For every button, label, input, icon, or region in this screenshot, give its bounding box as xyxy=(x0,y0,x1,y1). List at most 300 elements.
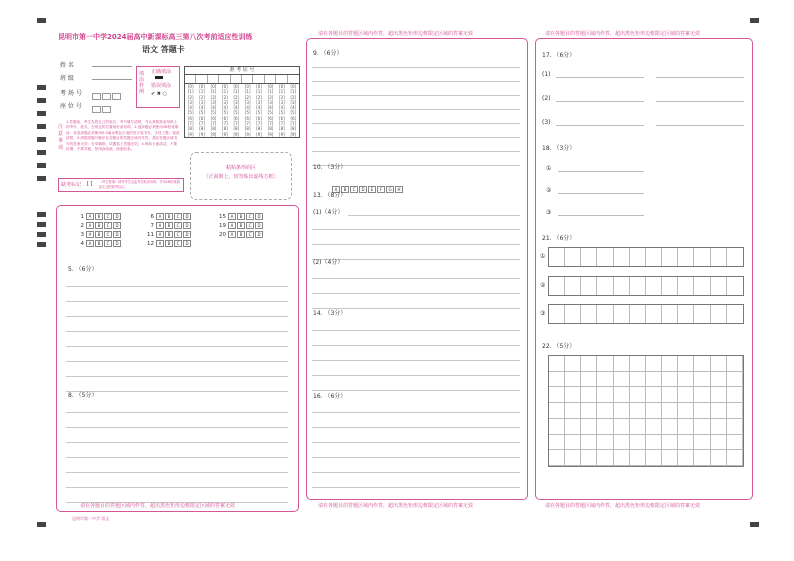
exam-id-digit[interactable]: [3] xyxy=(187,99,194,105)
exam-id-digit[interactable]: [9] xyxy=(290,131,297,137)
q22-grid-cell[interactable] xyxy=(711,450,727,466)
q17-line[interactable] xyxy=(556,125,644,126)
exam-id-digit[interactable]: [4] xyxy=(233,105,240,111)
exam-id-digit[interactable]: [2] xyxy=(199,94,205,100)
exam-id-digit[interactable]: [6] xyxy=(187,115,194,121)
exam-id-digit[interactable]: [3] xyxy=(222,99,228,105)
mc-option-bubble[interactable]: C xyxy=(104,240,112,247)
q22-grid-cell[interactable] xyxy=(662,356,678,372)
exam-id-digit[interactable]: [7] xyxy=(290,121,297,127)
exam-id-digit[interactable]: [3] xyxy=(290,99,297,105)
exam-id-digit[interactable]: [9] xyxy=(279,131,285,137)
exam-id-digit[interactable]: [4] xyxy=(256,105,262,111)
mc-question-row[interactable] xyxy=(74,213,122,220)
exam-id-digit[interactable]: [0] xyxy=(210,84,217,89)
q22-grid-cell[interactable] xyxy=(678,356,694,372)
mc-option-bubble[interactable]: A xyxy=(86,222,94,229)
mc-option-bubble[interactable]: C xyxy=(246,222,254,229)
exam-id-digit[interactable]: [8] xyxy=(290,126,297,132)
exam-id-digit[interactable]: [1] xyxy=(187,89,194,95)
q22-grid-cell[interactable] xyxy=(597,356,613,372)
exam-id-digit[interactable]: [5] xyxy=(210,110,217,116)
q14-answer-lines[interactable] xyxy=(312,316,520,391)
q10-option-bubble[interactable]: A xyxy=(332,186,340,193)
q22-grid-cell[interactable] xyxy=(678,435,694,451)
q21-part3: ③ xyxy=(540,310,546,317)
q22-writing-grid[interactable] xyxy=(548,355,744,467)
q22-grid-cell[interactable] xyxy=(565,387,581,403)
mc-question-row[interactable] xyxy=(74,222,122,229)
q13-1-answer-lines[interactable] xyxy=(312,215,520,260)
exam-id-digit[interactable]: [9] xyxy=(187,131,194,137)
exam-id-digit[interactable]: [0] xyxy=(267,84,274,89)
q22-grid-cell[interactable] xyxy=(711,435,727,451)
q5-answer-lines[interactable] xyxy=(66,272,288,392)
exam-id-digit[interactable]: [1] xyxy=(290,89,297,95)
q22-grid-cell[interactable] xyxy=(630,372,646,388)
q22-grid-cell[interactable] xyxy=(711,387,727,403)
q22-grid-cell[interactable] xyxy=(614,387,630,403)
q22-grid-cell[interactable] xyxy=(549,419,565,435)
exam-id-digit[interactable]: [4] xyxy=(244,105,251,111)
exam-id-digit[interactable]: [4] xyxy=(290,105,297,111)
mc-option-bubble[interactable]: A xyxy=(156,231,164,238)
mc-option-bubble[interactable]: D xyxy=(183,240,191,247)
q22-grid-cell[interactable] xyxy=(614,450,630,466)
q22-grid-cell[interactable] xyxy=(597,403,613,419)
mc-option-bubble[interactable]: A xyxy=(86,240,94,247)
exam-id-digit[interactable]: [8] xyxy=(267,126,274,132)
q22-grid-cell[interactable] xyxy=(549,372,565,388)
mc-option-bubble[interactable]: D xyxy=(255,222,263,229)
q22-grid-cell[interactable] xyxy=(727,387,743,403)
exam-id-digit[interactable]: [6] xyxy=(233,115,240,121)
q22-grid-cell[interactable] xyxy=(646,419,662,435)
mc-option-bubble[interactable]: D xyxy=(183,231,191,238)
exam-id-digit[interactable]: [7] xyxy=(199,121,205,127)
q21-grid-row[interactable] xyxy=(548,304,744,324)
exam-id-digit[interactable]: [2] xyxy=(210,94,217,100)
exam-id-digit[interactable]: [2] xyxy=(233,94,240,100)
q22-grid-cell[interactable] xyxy=(597,387,613,403)
mc-option-bubble[interactable]: D xyxy=(183,222,191,229)
exam-id-digit[interactable]: [5] xyxy=(199,110,205,116)
q22-grid-cell[interactable] xyxy=(565,435,581,451)
exam-id-digit[interactable]: [1] xyxy=(279,89,285,95)
q22-grid-cell[interactable] xyxy=(549,403,565,419)
mc-option-bubble[interactable]: D xyxy=(183,213,191,220)
q22-grid-cell[interactable] xyxy=(662,419,678,435)
q22-grid-cell[interactable] xyxy=(549,435,565,451)
q17-line[interactable] xyxy=(656,101,744,102)
mc-option-bubble[interactable]: A xyxy=(156,222,164,229)
q22-grid-cell[interactable] xyxy=(727,435,743,451)
warning-middle-top: 请在各题目的答题区域内作答，超出黑色矩形边框限定区域的答案无效 xyxy=(318,31,474,37)
q22-grid-cell[interactable] xyxy=(678,419,694,435)
exam-id-title: 准 考 证 号 xyxy=(185,67,299,75)
timing-mark xyxy=(37,98,46,103)
mc-option-bubble[interactable]: B xyxy=(165,213,173,220)
exam-id-digit[interactable]: [7] xyxy=(210,121,217,127)
mc-question-row[interactable] xyxy=(144,231,192,238)
exam-id-digit[interactable]: [9] xyxy=(256,131,262,137)
exam-id-digit[interactable]: [1] xyxy=(244,89,251,95)
q10-option-bubble[interactable]: B xyxy=(341,186,349,193)
q22-grid-cell[interactable] xyxy=(727,356,743,372)
mc-option-bubble[interactable]: C xyxy=(104,222,112,229)
mc-option-bubble[interactable]: D xyxy=(113,222,121,229)
q22-grid-cell[interactable] xyxy=(630,387,646,403)
q17-line[interactable] xyxy=(656,77,744,78)
mc-option-bubble[interactable]: B xyxy=(237,222,245,229)
exam-id-digit[interactable]: [2] xyxy=(187,94,194,100)
exam-id-digit[interactable]: [2] xyxy=(222,94,228,100)
exam-id-digit[interactable]: [7] xyxy=(233,121,240,127)
q22-grid-cell[interactable] xyxy=(662,372,678,388)
exam-id-digit[interactable]: [6] xyxy=(256,115,262,121)
footer: 昆明市第一中学 语文 xyxy=(72,516,110,521)
q22-grid-cell[interactable] xyxy=(630,450,646,466)
q18-line[interactable] xyxy=(558,171,644,172)
mc-option-bubble[interactable]: C xyxy=(246,231,254,238)
name-field[interactable] xyxy=(92,66,132,67)
exam-id-digit[interactable]: [8] xyxy=(210,126,217,132)
mc-option-bubble[interactable]: B xyxy=(237,231,245,238)
q22-grid-cell[interactable] xyxy=(727,450,743,466)
mc-option-bubble[interactable]: A xyxy=(156,213,164,220)
exam-id-digit[interactable]: [0] xyxy=(187,84,194,89)
q22-grid-cell[interactable] xyxy=(662,387,678,403)
exam-id-digit[interactable]: [0] xyxy=(222,84,228,89)
exam-id-digit[interactable]: [4] xyxy=(222,105,228,111)
exam-id-digit[interactable]: [9] xyxy=(199,131,205,137)
q22-grid-cell[interactable] xyxy=(694,419,710,435)
q9-answer-lines[interactable] xyxy=(312,54,520,166)
absent-bubble[interactable]: [ ] xyxy=(87,181,93,187)
q16-answer-lines[interactable] xyxy=(312,398,520,488)
class-field[interactable] xyxy=(92,79,132,80)
q10-option-bubble[interactable]: C xyxy=(350,186,358,193)
q22-grid-cell[interactable] xyxy=(694,372,710,388)
fill-example-box xyxy=(136,66,180,108)
exam-id-digit[interactable]: [6] xyxy=(279,115,285,121)
exam-id-digit[interactable]: [4] xyxy=(199,105,205,111)
exam-id-digit[interactable]: [4] xyxy=(267,105,274,111)
absent-text: （考生禁填）缺考考生由监考员贴条形码，并用2B铅笔填涂左边的缺考标记。 xyxy=(99,180,180,189)
exam-id-digit[interactable]: [7] xyxy=(187,121,194,127)
seat-boxes[interactable] xyxy=(92,99,112,118)
q22-grid-cell[interactable] xyxy=(614,356,630,372)
q17-line[interactable] xyxy=(556,77,644,78)
q22-grid-cell[interactable] xyxy=(549,356,565,372)
exam-id-digit[interactable]: [0] xyxy=(256,84,262,89)
exam-id-digit[interactable]: [9] xyxy=(233,131,240,137)
q22-grid-cell[interactable] xyxy=(727,372,743,388)
exam-id-digit[interactable]: [8] xyxy=(187,126,194,132)
exam-id-digit[interactable]: [2] xyxy=(256,94,262,100)
exam-id-digit[interactable]: [1] xyxy=(222,89,228,95)
q22-grid-cell[interactable] xyxy=(646,450,662,466)
q10-option-bubble[interactable]: D xyxy=(359,186,367,193)
exam-id-digit[interactable]: [5] xyxy=(233,110,240,116)
timing-mark xyxy=(37,150,46,155)
mc-question-number: 15 xyxy=(219,214,226,220)
mc-option-bubble[interactable]: C xyxy=(246,213,254,220)
mc-option-bubble[interactable]: B xyxy=(95,240,103,247)
exam-id-digit[interactable]: [0] xyxy=(290,84,297,89)
mc-option-bubble[interactable]: A xyxy=(156,240,164,247)
exam-id-digit[interactable]: [7] xyxy=(279,121,285,127)
mc-option-bubble[interactable]: B xyxy=(95,213,103,220)
q22-grid-cell[interactable] xyxy=(581,403,597,419)
mc-option-bubble[interactable]: D xyxy=(255,231,263,238)
q21-part2: ② xyxy=(540,282,546,289)
mc-question-row[interactable] xyxy=(216,213,264,220)
exam-id-digit[interactable]: [3] xyxy=(244,99,251,105)
exam-id-digit[interactable]: [6] xyxy=(199,115,205,121)
q22-grid-cell[interactable] xyxy=(646,403,662,419)
exam-id-digit[interactable]: [5] xyxy=(290,110,297,116)
mc-option-bubble[interactable]: B xyxy=(165,240,173,247)
q22-grid-cell[interactable] xyxy=(711,403,727,419)
q22-grid-cell[interactable] xyxy=(646,387,662,403)
exam-id-digit[interactable]: [3] xyxy=(233,99,240,105)
exam-id-digit[interactable]: [9] xyxy=(267,131,274,137)
q22-grid-cell[interactable] xyxy=(581,435,597,451)
warning-middle-bottom: 请在各题目的答题区域内作答，超出黑色矩形边框限定区域的答案无效 xyxy=(318,503,474,509)
timing-mark xyxy=(37,124,46,129)
q22-grid-cell[interactable] xyxy=(581,356,597,372)
exam-id-digit[interactable]: [1] xyxy=(210,89,217,95)
q22-grid-cell[interactable] xyxy=(581,419,597,435)
mc-option-bubble[interactable]: D xyxy=(255,213,263,220)
mc-option-bubble[interactable]: B xyxy=(95,231,103,238)
q18-line[interactable] xyxy=(558,193,644,194)
exam-id-digit[interactable]: [6] xyxy=(244,115,251,121)
q10-option-bubble[interactable]: H xyxy=(395,186,403,193)
exam-id-digit[interactable]: [9] xyxy=(210,131,217,137)
school-title: 昆明市第一中学2024届高中新课标高三第八次考前适应性训练 xyxy=(58,33,253,41)
exam-id-digit[interactable]: [5] xyxy=(222,110,228,116)
exam-id-digit[interactable]: [5] xyxy=(244,110,251,116)
card-title: 语文 答题卡 xyxy=(142,45,185,54)
mc-option-bubble[interactable]: C xyxy=(174,240,182,247)
mc-option-bubble[interactable]: B xyxy=(237,213,245,220)
exam-id-digit[interactable]: [5] xyxy=(187,110,194,116)
q22-grid-cell[interactable] xyxy=(630,356,646,372)
q17-line[interactable] xyxy=(556,101,644,102)
exam-id-digit[interactable]: [3] xyxy=(267,99,274,105)
exam-id-digit[interactable]: [4] xyxy=(210,105,217,111)
q13-1-line-first[interactable] xyxy=(348,202,520,216)
exam-id-digit[interactable]: [8] xyxy=(244,126,251,132)
exam-id-digit[interactable]: [5] xyxy=(256,110,262,116)
q22-grid-cell[interactable] xyxy=(678,387,694,403)
mc-question-row[interactable] xyxy=(74,231,122,238)
exam-id-digit[interactable]: [9] xyxy=(222,131,228,137)
q22-grid-cell[interactable] xyxy=(597,419,613,435)
exam-id-digit[interactable]: [8] xyxy=(233,126,240,132)
exam-id-digit[interactable]: [1] xyxy=(267,89,274,95)
mc-option-bubble[interactable]: C xyxy=(174,231,182,238)
exam-id-digit[interactable]: [3] xyxy=(199,99,205,105)
exam-id-digit[interactable]: [1] xyxy=(233,89,240,95)
q22-grid-cell[interactable] xyxy=(614,372,630,388)
q22-grid-cell[interactable] xyxy=(597,450,613,466)
mc-option-bubble[interactable]: C xyxy=(174,222,182,229)
q13-2-answer-lines[interactable] xyxy=(312,264,520,309)
q22-grid-cell[interactable] xyxy=(630,403,646,419)
mc-option-bubble[interactable]: A xyxy=(228,231,236,238)
exam-id-digit[interactable]: [4] xyxy=(279,105,285,111)
q22-grid-cell[interactable] xyxy=(549,450,565,466)
exam-id-digit[interactable]: [7] xyxy=(256,121,262,127)
exam-id-digit[interactable]: [6] xyxy=(210,115,217,121)
q21-grid-row[interactable] xyxy=(548,276,744,296)
q22-grid-cell[interactable] xyxy=(630,435,646,451)
mc-option-bubble[interactable]: D xyxy=(113,231,121,238)
q22-grid-cell[interactable] xyxy=(694,450,710,466)
timing-mark xyxy=(37,111,46,116)
q22-grid-cell[interactable] xyxy=(549,387,565,403)
exam-id-digit[interactable]: [7] xyxy=(244,121,251,127)
q8-answer-lines[interactable] xyxy=(66,398,288,503)
exam-id-digit[interactable]: [3] xyxy=(210,99,217,105)
q22-grid-cell[interactable] xyxy=(581,372,597,388)
q22-grid-cell[interactable] xyxy=(694,356,710,372)
timing-mark xyxy=(37,522,46,527)
exam-id-digit[interactable]: [3] xyxy=(279,99,285,105)
q22-grid-cell[interactable] xyxy=(646,435,662,451)
exam-id-digit[interactable]: [0] xyxy=(279,84,285,89)
q10-option-bubble[interactable]: G xyxy=(386,186,394,193)
mc-option-bubble[interactable]: C xyxy=(104,213,112,220)
q17-line[interactable] xyxy=(656,125,744,126)
mc-option-bubble[interactable]: C xyxy=(174,213,182,220)
mc-question-number: 20 xyxy=(219,232,226,238)
q22-grid-cell[interactable] xyxy=(711,356,727,372)
q22-grid-cell[interactable] xyxy=(597,435,613,451)
exam-id-digit[interactable]: [5] xyxy=(279,110,285,116)
exam-id-digit[interactable]: [4] xyxy=(187,105,194,111)
exam-id-digit[interactable]: [7] xyxy=(267,121,274,127)
mc-option-bubble[interactable]: C xyxy=(104,231,112,238)
exam-id-digit[interactable]: [6] xyxy=(290,115,297,121)
exam-id-digit[interactable]: [2] xyxy=(244,94,251,100)
exam-id-digit[interactable]: [5] xyxy=(267,110,274,116)
q22-grid-cell[interactable] xyxy=(662,403,678,419)
exam-id-digit[interactable]: [0] xyxy=(233,84,240,89)
q22-grid-cell[interactable] xyxy=(678,403,694,419)
exam-id-digit[interactable]: [8] xyxy=(222,126,228,132)
q22-grid-cell[interactable] xyxy=(727,403,743,419)
q22-grid-cell[interactable] xyxy=(565,450,581,466)
exam-id-digit[interactable]: [9] xyxy=(244,131,251,137)
exam-id-digit[interactable]: [0] xyxy=(244,84,251,89)
q22-grid-cell[interactable] xyxy=(597,372,613,388)
exam-id-digit[interactable]: [8] xyxy=(199,126,205,132)
exam-id-grid[interactable] xyxy=(184,66,300,138)
q22-grid-cell[interactable] xyxy=(694,387,710,403)
seat-label: 座 位 号 xyxy=(60,103,82,110)
warning-right-bottom: 请在各题目的答题区域内作答，超出黑色矩形边框限定区域的答案无效 xyxy=(545,503,701,509)
q22-grid-cell[interactable] xyxy=(646,372,662,388)
mc-question-number: 11 xyxy=(147,232,154,238)
q22-grid-cell[interactable] xyxy=(565,372,581,388)
q10-option-bubble[interactable]: E xyxy=(368,186,376,193)
mc-option-bubble[interactable]: D xyxy=(113,240,121,247)
mc-option-bubble[interactable]: A xyxy=(228,222,236,229)
exam-id-digit[interactable]: [8] xyxy=(256,126,262,132)
q22-grid-cell[interactable] xyxy=(662,450,678,466)
q22-grid-cell[interactable] xyxy=(614,419,630,435)
mc-option-bubble[interactable]: B xyxy=(165,222,173,229)
q22-grid-cell[interactable] xyxy=(565,356,581,372)
q22-grid-cell[interactable] xyxy=(662,435,678,451)
mc-option-bubble[interactable]: B xyxy=(165,231,173,238)
barcode-line2: （正面朝上，切勿贴出虚线方框） xyxy=(203,174,279,180)
q22-grid-cell[interactable] xyxy=(614,403,630,419)
q22-grid-cell[interactable] xyxy=(614,435,630,451)
mc-option-bubble[interactable]: D xyxy=(113,213,121,220)
q22-grid-cell[interactable] xyxy=(630,419,646,435)
mc-question-row[interactable] xyxy=(216,222,264,229)
q22-grid-cell[interactable] xyxy=(646,356,662,372)
exam-id-digit[interactable]: [8] xyxy=(279,126,285,132)
q21-grid-row[interactable] xyxy=(548,247,744,267)
mc-question-row[interactable] xyxy=(144,240,192,247)
mc-option-bubble[interactable]: B xyxy=(95,222,103,229)
q22-grid-cell[interactable] xyxy=(727,419,743,435)
q22-grid-cell[interactable] xyxy=(694,435,710,451)
mc-question-row[interactable] xyxy=(144,213,192,220)
q22-grid-cell[interactable] xyxy=(581,450,597,466)
exam-id-digit[interactable]: [2] xyxy=(290,94,297,100)
exam-id-digit[interactable]: [0] xyxy=(199,84,205,89)
barcode-line1: 粘贴条形码区 xyxy=(225,165,256,171)
q22-grid-cell[interactable] xyxy=(711,419,727,435)
exam-id-digit[interactable]: [2] xyxy=(267,94,274,100)
q22-grid-cell[interactable] xyxy=(565,403,581,419)
exam-id-digit[interactable]: [6] xyxy=(267,115,274,121)
wrong-fill-label: 错误填涂 xyxy=(151,83,172,89)
exam-id-digit[interactable]: [1] xyxy=(256,89,262,95)
q22-grid-cell[interactable] xyxy=(565,419,581,435)
exam-id-digit[interactable]: [2] xyxy=(279,94,285,100)
q22-grid-cell[interactable] xyxy=(678,372,694,388)
mc-question-row[interactable] xyxy=(144,222,192,229)
mc-question-row[interactable] xyxy=(74,240,122,247)
mc-question-number: 2 xyxy=(80,223,84,229)
q22-grid-cell[interactable] xyxy=(678,450,694,466)
q22-grid-cell[interactable] xyxy=(694,403,710,419)
q13-label: 13. （8分） xyxy=(313,192,347,199)
exam-id-digit[interactable]: [3] xyxy=(256,99,262,105)
q22-grid-cell[interactable] xyxy=(581,387,597,403)
exam-id-digit[interactable]: [1] xyxy=(199,89,205,95)
mc-option-bubble[interactable]: A xyxy=(86,213,94,220)
mc-question-number: 12 xyxy=(147,241,154,247)
q18-line[interactable] xyxy=(558,215,644,216)
mc-option-bubble[interactable]: A xyxy=(228,213,236,220)
exam-id-digit[interactable]: [7] xyxy=(222,121,228,127)
warning-left: 请在各题目的答题区域内作答，超出黑色矩形边框限定区域的答案无效 xyxy=(80,503,236,509)
q10-option-bubble[interactable]: F xyxy=(377,186,385,193)
exam-id-digit[interactable]: [6] xyxy=(222,115,228,121)
q22-grid-cell[interactable] xyxy=(711,372,727,388)
mc-question-row[interactable] xyxy=(216,231,264,238)
mc-option-bubble[interactable]: A xyxy=(86,231,94,238)
